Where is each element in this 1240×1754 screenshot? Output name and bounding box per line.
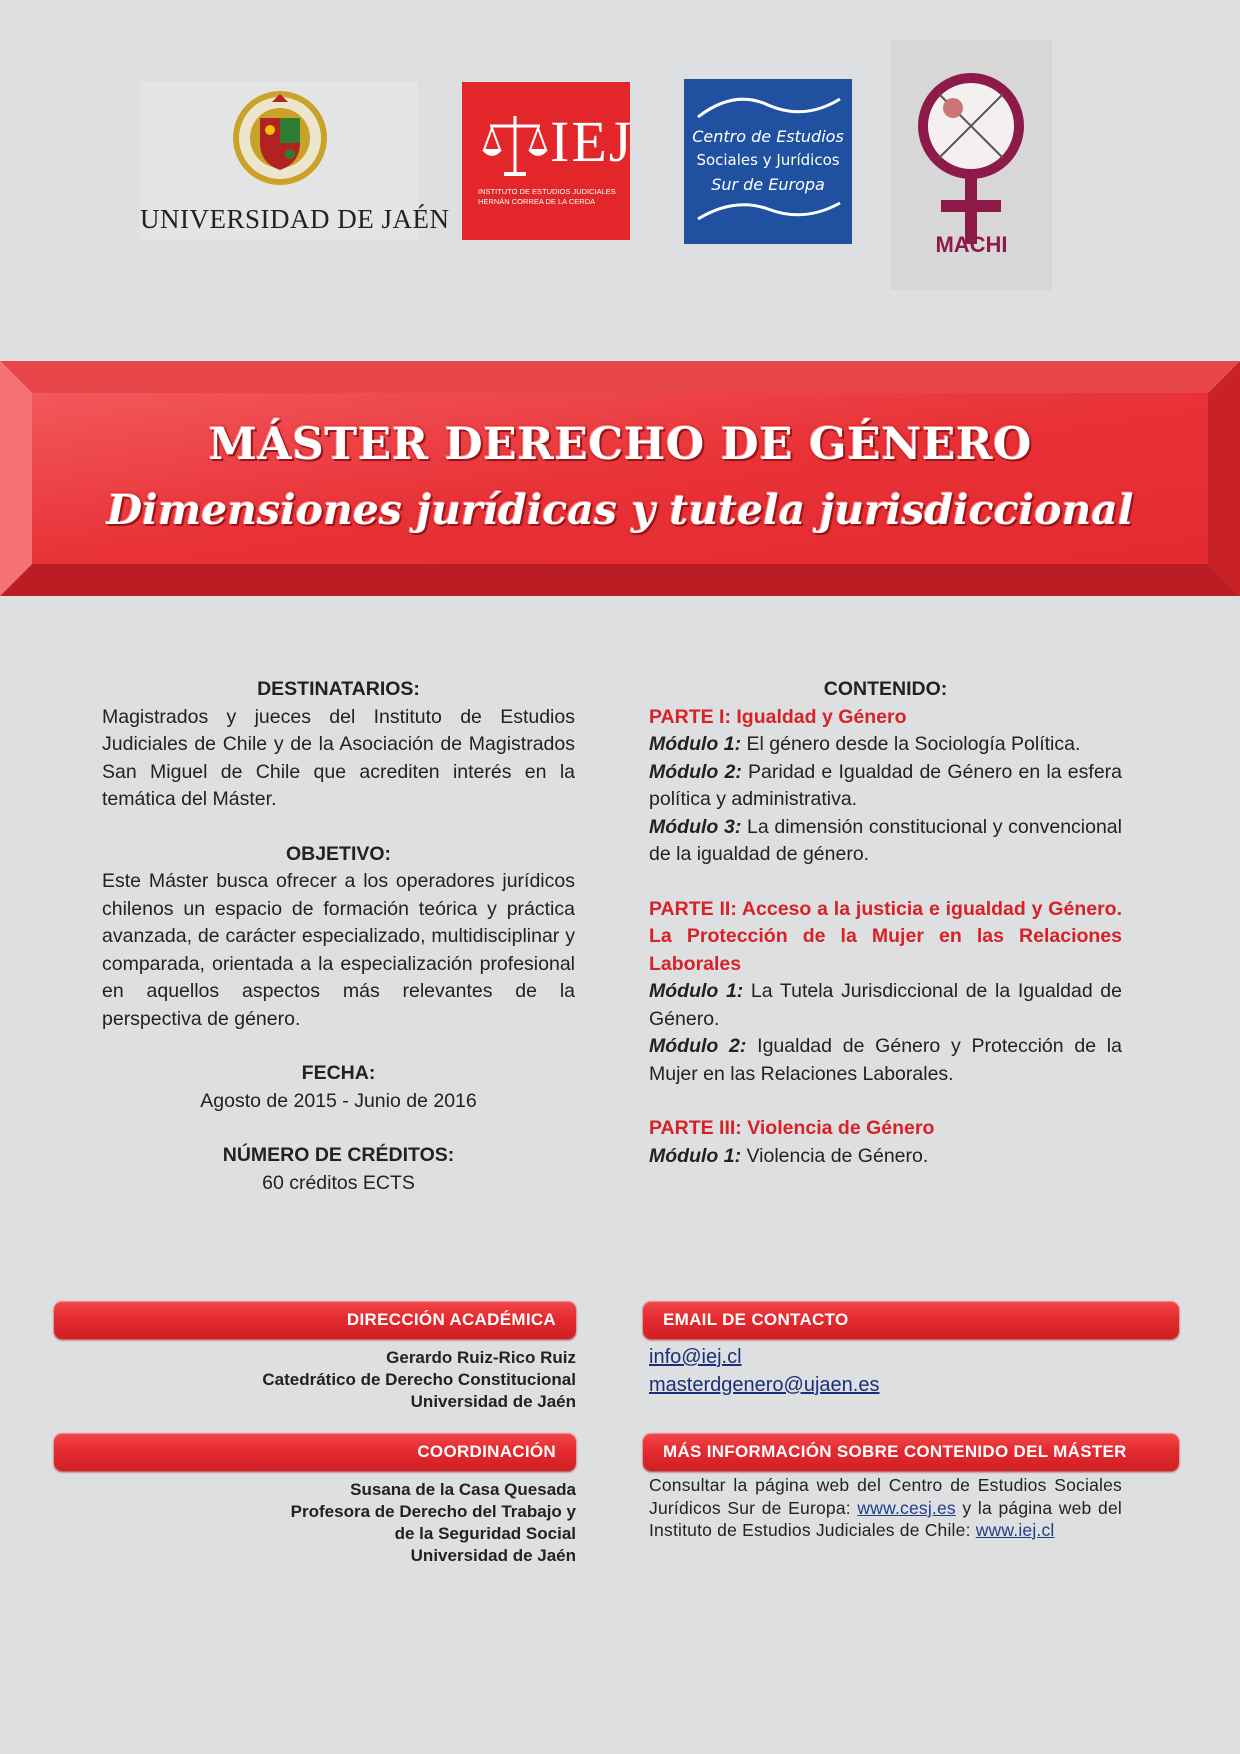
destinatarios-text: Magistrados y jueces del Instituto de Estudios Judiciales de Chile y de la Asociación de Magistrados San Miguel de Chile que acrediten interés en la temática del Máster. [102, 705, 575, 810]
director-name: Gerardo Ruiz-Rico Ruiz [386, 1348, 576, 1367]
cesj-line2: Sociales y Jurídicos [696, 151, 840, 169]
director-university: Universidad de Jaén [410, 1392, 576, 1411]
parte-1-modulo-1: Módulo 1: El género desde la Sociología Política. [649, 733, 1081, 755]
coordinator-position-1: Profesora de Derecho del Trabajo y [290, 1502, 576, 1521]
fecha-text: Agosto de 2015 - Junio de 2016 [200, 1089, 477, 1112]
page-subtitle: Dimensiones jurídicas y tutela jurisdiccional [106, 486, 1134, 534]
coordinator-name: Susana de la Casa Quesada [350, 1480, 576, 1499]
parte-3-modulo-1: Módulo 1: Violencia de Género. [649, 1144, 929, 1167]
objetivo-heading: OBJETIVO: [285, 842, 392, 865]
parte-1-modulo-3: Módulo 3: La dimensión constitucional y convencional de la igualdad de género. [649, 815, 1122, 865]
parte-2-modulo-2: Módulo 2: Igualdad de Género y Protección de la Mujer en las Relaciones Laborales. [649, 1035, 1122, 1085]
email-contacto-bar: EMAIL DE CONTACTO [643, 1301, 1179, 1339]
cesj-logo [684, 79, 852, 244]
scales-of-justice-icon [480, 110, 550, 180]
mas-informacion-text: Consultar la página web del Centro de Estudios Sociales Jurídicos Sur de Europa: www.cesj.es y la página web del Instituto de Estudios Judiciales de Chile: www.iej.cl [649, 1475, 1122, 1540]
email-list [649, 1343, 879, 1399]
iej-logo [462, 82, 634, 240]
parte-1-modulo-2: Módulo 2: Paridad e Igualdad de Género en la esfera política y administrativa. [649, 760, 1122, 810]
mas-informacion-bar: MÁS INFORMACIÓN SOBRE CONTENIDO DEL MÁSTER [643, 1433, 1179, 1471]
parte-1-title: PARTE I: Igualdad y Género [649, 705, 907, 728]
iej-website-link[interactable]: www.iej.cl [975, 1520, 1055, 1540]
cesj-line3: Sur de Europa [711, 175, 825, 194]
machi-logo [891, 40, 1052, 290]
university-seal-icon [230, 88, 330, 188]
cesj-website-link[interactable]: www.cesj.es [857, 1497, 956, 1518]
fecha-heading: FECHA: [301, 1062, 376, 1084]
iej-line1: INSTITUTO DE ESTUDIOS JUDICIALES [478, 187, 616, 196]
coordinator-position-2: de la Seguridad Social [394, 1524, 576, 1543]
contenido-column [649, 676, 1122, 1170]
machi-name: MACHI [935, 232, 1008, 257]
iej-letters: IEJ [550, 109, 634, 174]
parte-2-title: PARTE II: Acceso a la justicia e igualdad y Género. La Protección de la Mujer en las Relaciones Laborales [649, 897, 1122, 975]
email-link-iej[interactable]: info@iej.cl [649, 1346, 742, 1368]
direccion-academica-info [54, 1347, 576, 1413]
coordinacion-info [54, 1479, 576, 1567]
left-column [102, 676, 575, 1197]
creditos-text: 60 créditos ECTS [262, 1171, 415, 1194]
contenido-heading: CONTENIDO: [823, 678, 948, 700]
parte-3-title: PARTE III: Violencia de Género [649, 1117, 935, 1139]
director-position: Catedrático de Derecho Constitucional [262, 1370, 576, 1389]
coordinacion-bar: COORDINACIÓN [54, 1433, 576, 1471]
title-banner [0, 361, 1240, 596]
email-link-ujaen[interactable]: masterdgenero@ujaen.es [649, 1374, 880, 1396]
parte-2-modulo-1: Módulo 1: La Tutela Jurisdiccional de la Igualdad de Género. [649, 980, 1122, 1030]
destinatarios-heading: DESTINATARIOS: [257, 678, 420, 700]
coordinator-university: Universidad de Jaén [410, 1546, 576, 1565]
universidad-de-jaen-logo [140, 82, 450, 240]
university-name: UNIVERSIDAD DE JAÉN [140, 204, 450, 234]
page-title: MÁSTER DERECHO DE GÉNERO [208, 419, 1032, 470]
direccion-academica-bar: DIRECCIÓN ACADÉMICA [54, 1301, 576, 1339]
creditos-heading: NÚMERO DE CRÉDITOS: [222, 1144, 455, 1166]
objetivo-text: Este Máster busca ofrecer a los operadores jurídicos chilenos un espacio de formación teórica y práctica avanzada, de carácter especializado, multidisciplinar y comparada, orientada a la especialización profesional en aquellos aspectos más relevantes de la perspectiva de género. [102, 870, 575, 1030]
cesj-line1: Centro de Estudios [692, 127, 844, 146]
iej-line2: HERNÁN CORREA DE LA CERDA [478, 197, 596, 206]
banner-bevel-shape [0, 361, 1240, 596]
